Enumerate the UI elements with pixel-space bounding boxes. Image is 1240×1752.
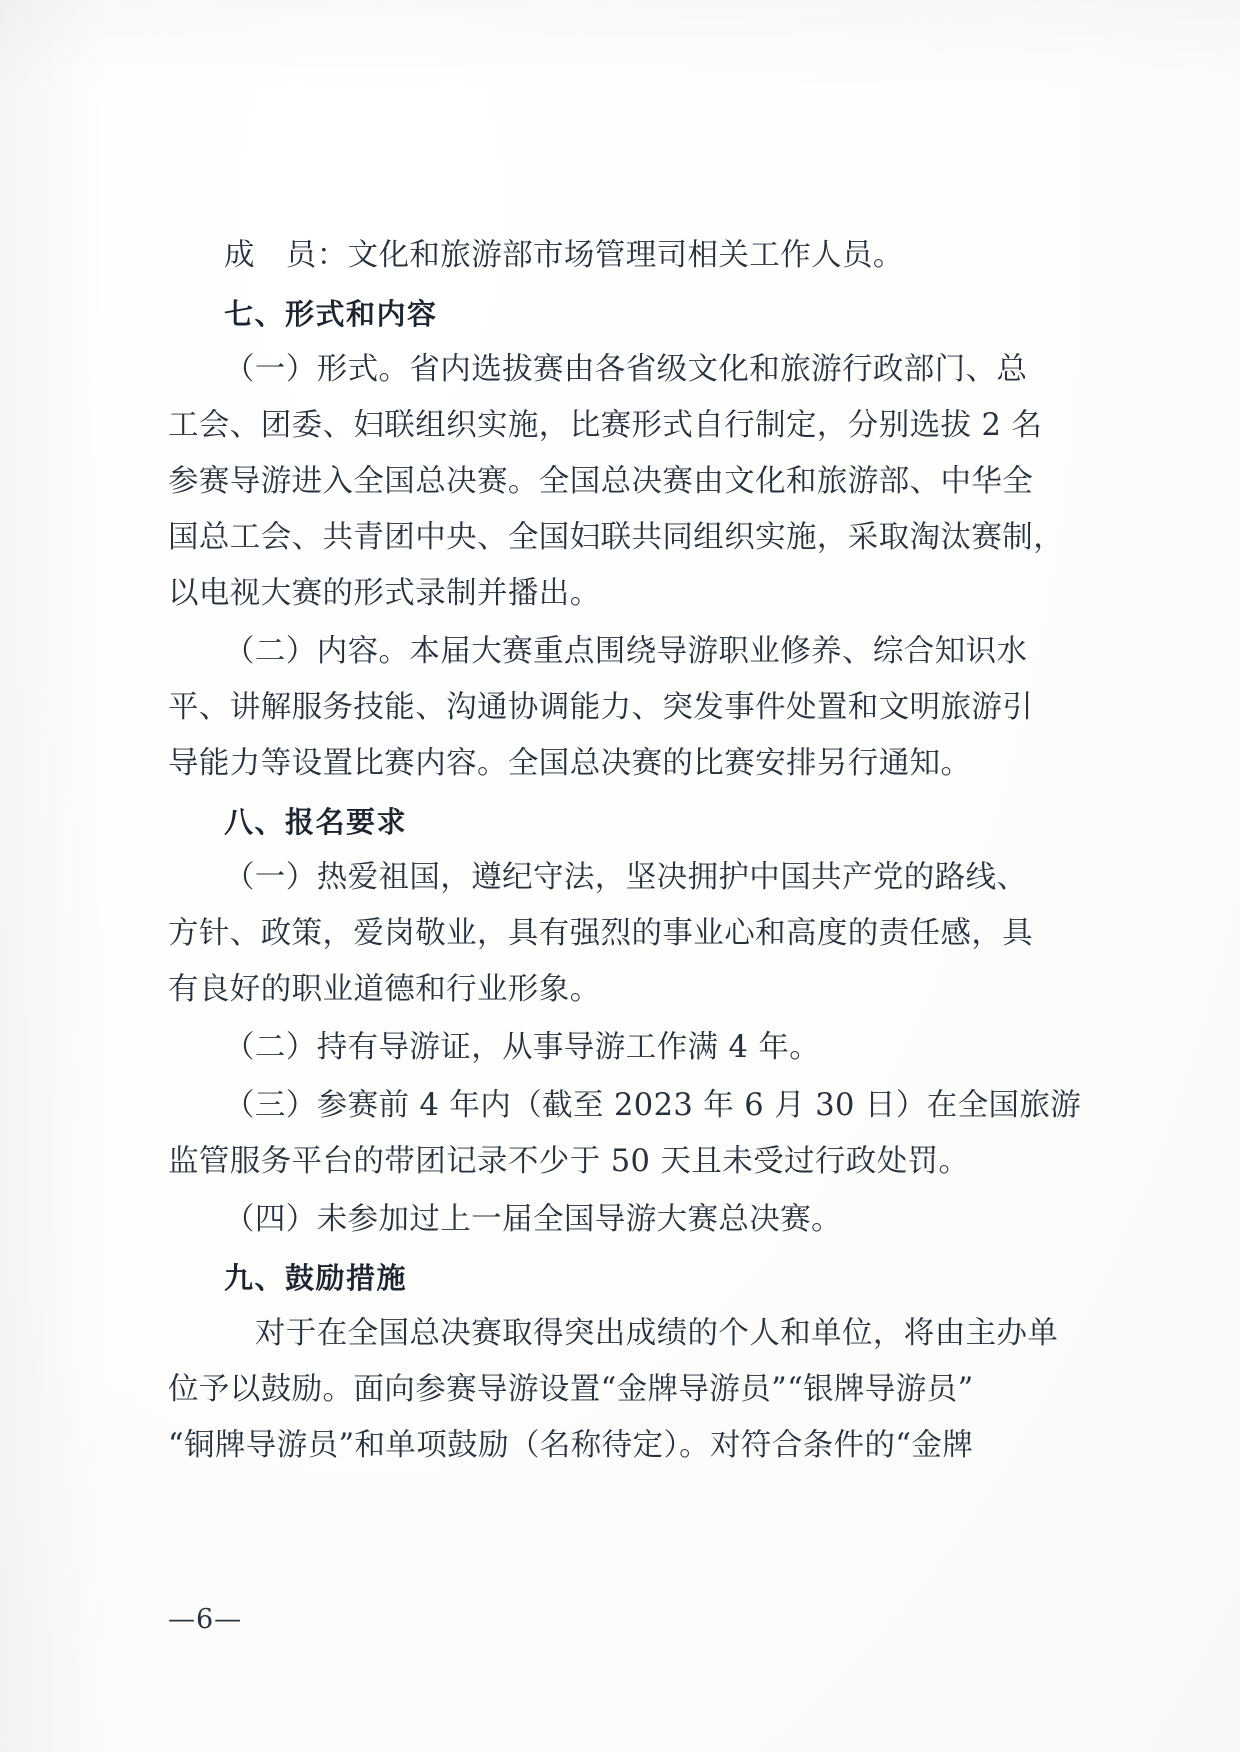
text-line: （一）热爱祖国，遵纪守法，坚决拥护中国共产党的路线、	[224, 860, 1028, 895]
section-eight-heading: 八、报名要求	[224, 805, 408, 839]
text-line: 有良好的职业道德和行业形象。	[168, 972, 601, 1007]
text-line: 以电视大赛的形式录制并播出。	[168, 576, 601, 611]
section-seven-heading: 七、形式和内容	[224, 297, 438, 331]
text-line: 位予以鼓励。面向参赛导游设置“金牌导游员”“银牌导游员”	[168, 1372, 974, 1407]
text-line: 导能力等设置比赛内容。全国总决赛的比赛安排另行通知。	[168, 746, 972, 781]
text-line: （二）持有导游证，从事导游工作满 4 年。	[224, 1030, 821, 1065]
paragraph-requirement-3	[168, 1078, 1082, 1190]
section-nine-heading: 九、鼓励措施	[224, 1261, 408, 1295]
text-line: 成 员：文化和旅游部市场管理司相关工作人员。	[224, 238, 904, 273]
members-line	[168, 228, 994, 284]
text-line: 对于在全国总决赛取得突出成绩的个人和单位，将由主办单	[224, 1316, 1059, 1351]
text-line: （二）内容。本届大赛重点围绕导游职业修养、综合知识水	[224, 634, 1028, 669]
paragraph-form	[168, 342, 1065, 622]
page-number: —6—	[168, 1604, 243, 1635]
scan-shading-left	[0, 0, 110, 1752]
paragraph-requirement-1	[168, 850, 1034, 1018]
text-line: （三）参赛前 4 年内（截至 2023 年 6 月 30 日）在全国旅游	[224, 1088, 1082, 1123]
paragraph-incentives	[168, 1306, 1059, 1474]
text-line: （四）未参加过上一届全国导游大赛总决赛。	[224, 1202, 842, 1237]
paragraph-requirement-2	[168, 1020, 994, 1076]
text-line: 工会、团委、妇联组织实施，比赛形式自行制定，分别选拔 2 名	[168, 408, 1043, 443]
text-line: （一）形式。省内选拔赛由各省级文化和旅游行政部门、总	[224, 352, 1028, 387]
document-body	[168, 228, 1082, 1476]
text-line: 方针、政策，爱岗敬业，具有强烈的事业心和高度的责任感，具	[168, 916, 1034, 951]
paragraph-requirement-4	[168, 1192, 994, 1248]
scan-shading-top	[0, 0, 1240, 90]
paragraph-content	[168, 624, 1034, 792]
text-line: 平、讲解服务技能、沟通协调能力、突发事件处置和文明旅游引	[168, 690, 1034, 725]
text-line: 国总工会、共青团中央、全国妇联共同组织实施，采取淘汰赛制，	[168, 520, 1065, 555]
text-line: 参赛导游进入全国总决赛。全国总决赛由文化和旅游部、中华全	[168, 464, 1034, 499]
text-line: 监管服务平台的带团记录不少于 50 天且未受过行政处罚。	[168, 1144, 970, 1179]
text-line: “铜牌导游员”和单项鼓励（名称待定）。对符合条件的“金牌	[168, 1428, 974, 1463]
